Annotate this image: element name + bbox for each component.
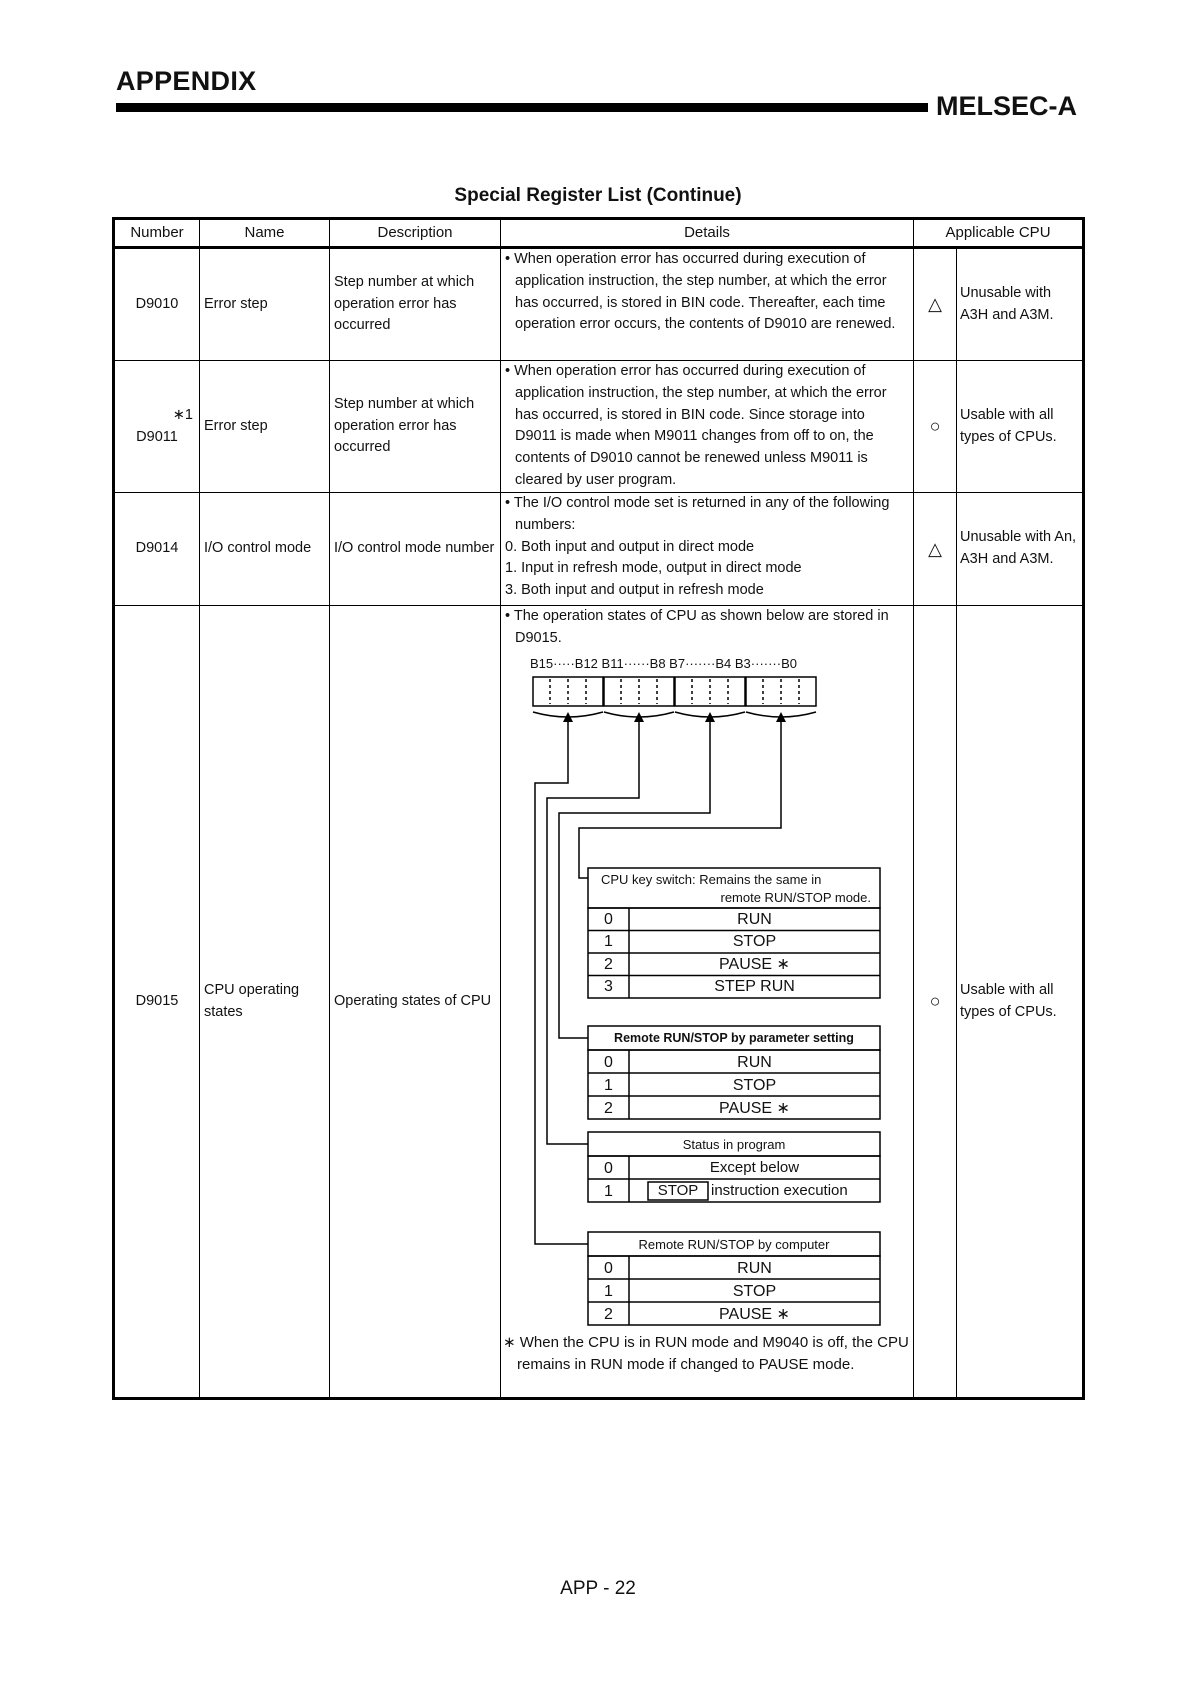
register-number: D9010 (114, 248, 200, 361)
state-value: PAUSE ∗ (719, 1099, 790, 1117)
state-code: 1 (604, 1076, 613, 1094)
stop-instruction-box: STOP (657, 1181, 699, 1199)
state-value: RUN (737, 1259, 772, 1277)
register-name: CPU operating states (200, 606, 330, 1399)
register-description: Step number at which operation error has occurred (330, 361, 501, 493)
register-number: D9014 (114, 493, 200, 606)
mode-option: 3. Both input and output in refresh mode (505, 582, 764, 598)
state-value: PAUSE ∗ (719, 955, 790, 973)
register-description: Operating states of CPU (330, 606, 501, 1399)
register-details (501, 493, 914, 606)
state-value: PAUSE ∗ (719, 1305, 790, 1323)
header-rule (116, 103, 928, 112)
key-switch-title: CPU key switch: Remains the same in (601, 871, 822, 887)
table-header-row (114, 219, 1084, 248)
cpu-applicability-symbol: △ (914, 248, 957, 361)
details-text: • When operation error has occurred during execution of application instruction, the step number, at which the error has occurred, is stored in BIN code. Thereafter, each time operation error occurs, the contents of D9010 are renewed. (505, 251, 896, 333)
register-name: Error step (200, 248, 330, 361)
table-row (114, 606, 1084, 1399)
parameter-setting-title: Remote RUN/STOP by parameter setting (614, 1030, 854, 1045)
register-details (501, 248, 914, 361)
pause-footnote: ∗ When the CPU is in RUN mode and M9040 is off, the CPU remains in RUN mode if changed to PAUSE mode. (503, 1333, 909, 1373)
state-code: 1 (604, 932, 613, 950)
state-code: 2 (604, 1305, 613, 1323)
state-value: STOP (732, 1076, 777, 1094)
cpu-applicability-text: Unusable with A3H and A3M. (957, 248, 1084, 361)
program-status-title: Status in program (682, 1136, 786, 1152)
state-code: 0 (604, 1259, 613, 1277)
state-value: RUN (737, 910, 772, 928)
appendix-heading: APPENDIX (116, 66, 257, 96)
state-value: Except below (709, 1158, 800, 1176)
table-title: Special Register List (Continue) (454, 185, 742, 206)
state-code: 2 (604, 955, 613, 973)
register-description: I/O control mode number (330, 493, 501, 606)
state-code: 3 (604, 977, 613, 995)
mode-option: 1. Input in refresh mode, output in direct mode (505, 560, 802, 577)
header-description: Description (330, 219, 501, 248)
register-details (501, 606, 914, 1399)
state-value: instruction execution (711, 1181, 848, 1199)
cpu-applicability-symbol: △ (914, 493, 957, 606)
state-code: 0 (604, 1053, 613, 1071)
register-number: D9011 (136, 428, 178, 445)
table-row (114, 248, 1084, 361)
product-name: MELSEC-A (936, 91, 1077, 121)
state-value: STEP RUN (714, 977, 795, 995)
bit-layout-diagram (503, 650, 909, 1390)
state-value: STOP (732, 932, 777, 950)
register-details (501, 361, 914, 493)
register-name: I/O control mode (200, 493, 330, 606)
state-code: 0 (604, 1159, 613, 1177)
details-text: • The I/O control mode set is returned in any of the following numbers: (505, 495, 890, 533)
register-description: Step number at which operation error has occurred (330, 248, 501, 361)
cpu-applicability-text: Unusable with An, A3H and A3M. (957, 493, 1084, 606)
mode-option: 0. Both input and output in direct mode (505, 538, 755, 555)
state-code: 2 (604, 1099, 613, 1117)
register-name: Error step (200, 361, 330, 493)
state-code: 1 (604, 1282, 613, 1300)
state-value: RUN (737, 1053, 772, 1071)
table-row (114, 361, 1084, 493)
header-details: Details (501, 219, 914, 248)
register-number: D9015 (114, 606, 200, 1399)
page-number: APP - 22 (560, 1578, 636, 1599)
computer-remote-title: Remote RUN/STOP by computer (638, 1236, 830, 1252)
cpu-applicability-text: Usable with all types of CPUs. (957, 606, 1084, 1399)
details-text: • The operation states of CPU as shown below are stored in D9015. (505, 608, 889, 646)
cpu-applicability-text: Usable with all types of CPUs. (957, 361, 1084, 493)
header-number: Number (114, 219, 200, 248)
table-row (114, 493, 1084, 606)
header-applicable-cpu: Applicable CPU (914, 219, 1084, 248)
bit-positions-label: B15·····B12 B11······B8 B7·······B4 B3·······B0 (530, 655, 797, 671)
cpu-applicability-symbol: ○ (914, 361, 957, 493)
key-switch-subtitle: remote RUN/STOP mode. (720, 889, 871, 905)
note-mark: ∗1 (172, 406, 193, 423)
special-register-table (112, 217, 1085, 1400)
register-number-cell (114, 361, 200, 493)
state-code: 0 (604, 910, 613, 928)
state-value: STOP (732, 1282, 777, 1300)
details-text: • When operation error has occurred during execution of application instruction, the step number, at which the error has occurred, is stored in BIN code. Since storage into D9011 is made when M9011 changes from off to on, the contents of D9010 cannot be renewed unless M9011 is cleared by user program. (505, 363, 887, 488)
cpu-applicability-symbol: ○ (914, 606, 957, 1399)
state-code: 1 (604, 1182, 613, 1200)
header-name: Name (200, 219, 330, 248)
